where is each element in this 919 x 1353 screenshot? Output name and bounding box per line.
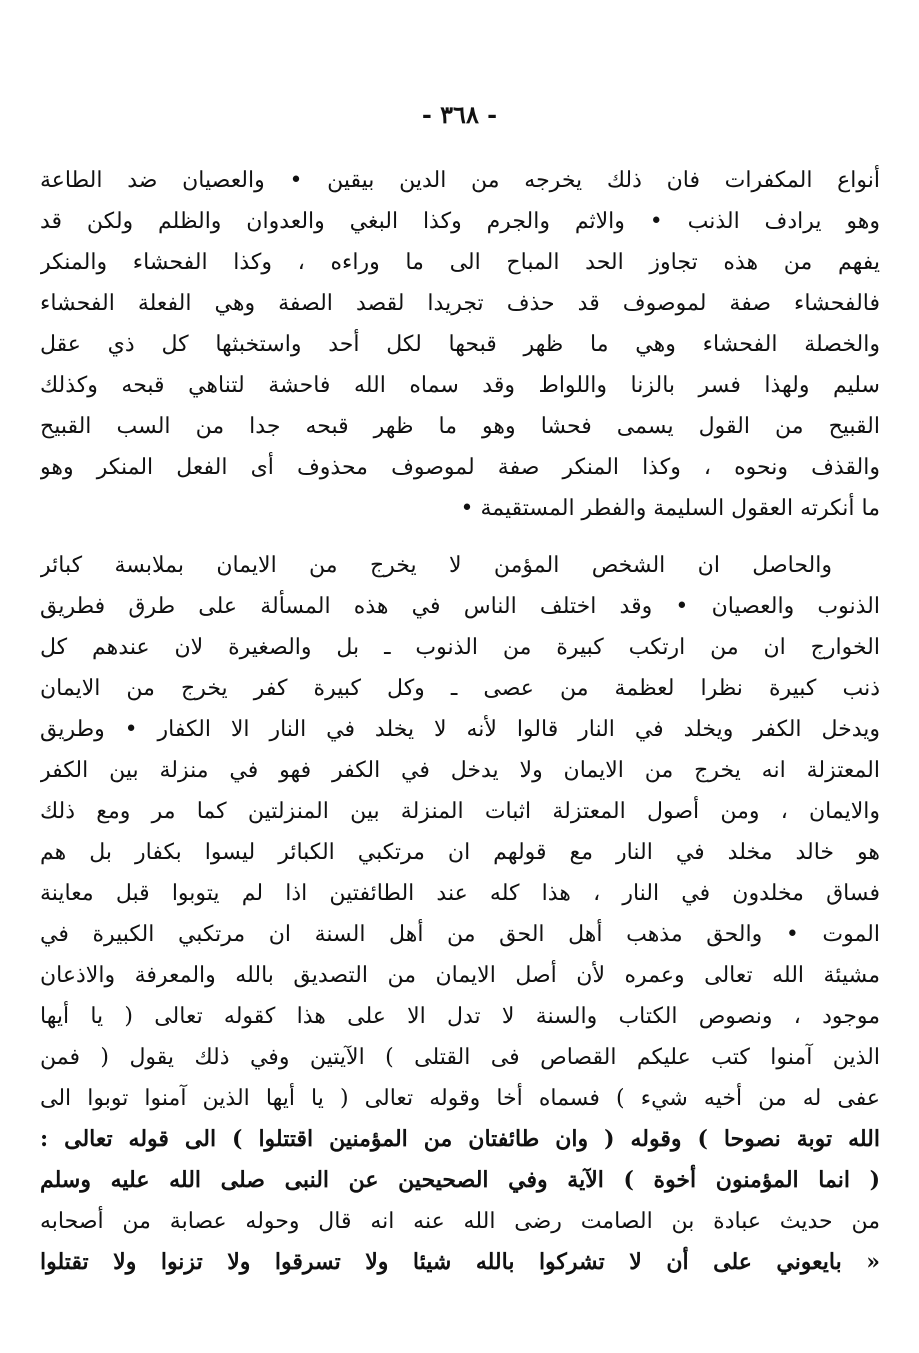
text-line: القبيح من القول يسمى فحشا وهو ما ظهر قبحه جدا من السب القبيح [40,414,880,439]
text-line: ويدخل الكفر ويخلد في النار قالوا لأنه لا يخلد في النار الا الكفار • وطريق [40,717,880,742]
text-line: الذين آمنوا كتب عليكم القصاص فى القتلى ) الآيتين وفي ذلك يقول ( فمن [40,1045,880,1070]
text-line: المعتزلة انه يخرج من الايمان ولا يدخل في الكفر فهو في منزلة بين الكفر [40,758,880,783]
text-line: هو خالد مخلد في النار مع قولهم ان مرتكبي الكبائر ليسوا بكفار بل هم [40,840,880,865]
text-line: وهو يرادف الذنب • والاثم والجرم وكذا البغي والعدوان والظلم ولكن قد [40,209,880,234]
text-line: والخصلة الفحشاء وهي ما ظهر قبحها لكل أحد واستخبثها كل ذي عقل [40,332,880,357]
text-line: موجود ، ونصوص الكتاب والسنة لا تدل الا على هذا كقوله تعالى ( يا أيها [40,1004,880,1029]
text-line: الموت • والحق مذهب أهل الحق من أهل السنة ان مرتكبي الكبيرة في [40,922,880,947]
text-line: سليم ولهذا فسر بالزنا واللواط وقد سماه الله فاحشة لتناهي قبحه وكذلك [40,373,880,398]
page-number: - ٣٦٨ - [421,100,498,129]
text-line: يفهم من هذه تجاوز الحد المباح الى ما وراءه ، وكذا الفحشاء والمنكر [40,250,880,275]
text-line: ما أنكرته العقول السليمة والفطر المستقيمة • [460,496,880,521]
paragraph-1 [40,160,880,529]
paragraph-2 [40,545,880,1283]
text-line: والايمان ، ومن أصول المعتزلة اثبات المنزلة بين المنزلتين كما مر ومع ذلك [40,799,880,824]
text-line: ( انما المؤمنون أخوة ) الآية وفي الصحيحين عن النبى صلى الله عليه وسلم [40,1167,880,1193]
text-line: والقذف ونحوه ، وكذا المنكر صفة لموصوف محذوف أى الفعل المنكر وهو [40,455,880,480]
text-line: أنواع المكفرات فان ذلك يخرجه من الدين بيقين • والعصيان ضد الطاعة [40,168,880,193]
text-line: « بايعوني على أن لا تشركوا بالله شيئا ولا تسرقوا ولا تزنوا ولا تقتلوا [40,1249,880,1275]
text-line: فساق مخلدون في النار ، هذا كله عند الطائفتين اذا لم يتوبوا قبل معاينة [40,881,880,906]
text-line: عفى له من أخيه شيء ) فسماه أخا وقوله تعالى ( يا أيها الذين آمنوا توبوا الى [40,1086,880,1111]
text-line: الذنوب والعصيان • وقد اختلف الناس في هذه المسألة على طرق فطريق [40,594,880,619]
text-line: الخوارج ان من ارتكب كبيرة من الذنوب ـ بل والصغيرة لان عندهم كل [40,635,880,660]
text-line: ذنب كبيرة نظرا لعظمة من عصى ـ وكل كبيرة كفر يخرج من الايمان [40,676,880,701]
text-line: فالفحشاء صفة لموصوف قد حذف تجريدا لقصد الصفة وهي الفعلة الفحشاء [40,291,880,316]
text-line: مشيئة الله تعالى وعمره لأن أصل الايمان من التصديق بالله والمعرفة والاذعان [40,963,880,988]
text-line: الله توبة نصوحا ) وقوله ( وان طائفتان من المؤمنين اقتتلوا ) الى قوله تعالى : [40,1126,880,1152]
text-line: من حديث عبادة بن الصامت رضى الله عنه انه قال وحوله عصابة من أصحابه [40,1209,880,1234]
text-line: والحاصل ان الشخص المؤمن لا يخرج من الايمان بملابسة كبائر [40,553,832,578]
